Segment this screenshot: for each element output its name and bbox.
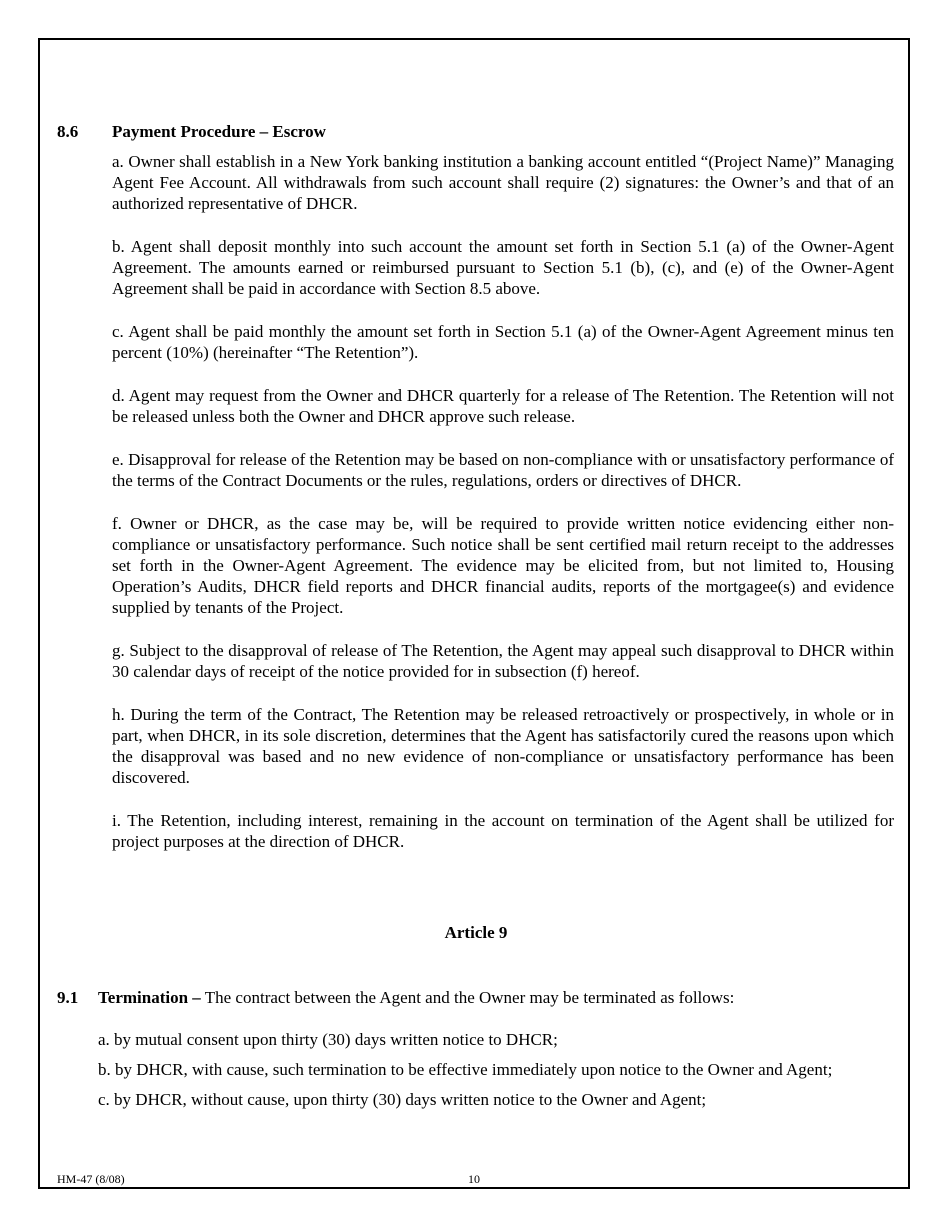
section-8-6-number: 8.6: [57, 122, 79, 141]
section-9-1-number: 9.1: [57, 988, 79, 1007]
termination-item-b: b. by DHCR, with cause, such termination to be effective immediately upon notice to the Owner and Agent;: [98, 1060, 833, 1079]
paragraph-8-6-f: f. Owner or DHCR, as the case may be, will be required to provide written notice evidencing either non-compliance or unsatisfactory performance. Such notice shall be sent certified mail return receipt to the addresses set forth in the Owner-Agent Agreement. The evidence may be elicited from, but not limited to, Housing Operation’s Audits, DHCR field reports and DHCR financial audits, reports of the mortgagee(s) and evidence supplied by tenants of the Project.: [112, 514, 894, 617]
paragraph-8-6-b: b. Agent shall deposit monthly into such account the amount set forth in Section 5.1 (a) of the Owner-Agent Agreement. The amounts earned or reimbursed pursuant to Section 5.1 (b), (c), and (e) of the Owner-Agent Agreement shall be paid in accordance with Section 8.5 above.: [112, 237, 894, 298]
paragraph-8-6-h: h. During the term of the Contract, The Retention may be released retroactively or prospectively, in whole or in part, when DHCR, in its sole discretion, determines that the Agent has satisfactorily cured the reasons upon which the disapproval was based and no new evidence of non-compliance or unsatisfactory performance has been discovered.: [112, 705, 894, 787]
paragraph-8-6-i: i. The Retention, including interest, remaining in the account on termination of the Agent shall be utilized for project purposes at the direction of DHCR.: [112, 811, 894, 851]
paragraph-8-6-a: a. Owner shall establish in a New York banking institution a banking account entitled “(Project Name)” Managing Agent Fee Account. All withdrawals from such account shall require (2) signatures: the Owner’s and that of an authorized representative of DHCR.: [112, 152, 894, 213]
termination-item-c: c. by DHCR, without cause, upon thirty (30) days written notice to the Owner and Agent;: [98, 1090, 707, 1109]
section-9-1-title: Termination –: [98, 988, 201, 1007]
section-9-1-intro: The contract between the Agent and the Owner may be terminated as follows:: [200, 988, 735, 1007]
footer-form-id: HM-47 (8/08): [57, 1172, 125, 1186]
section-9-1-items: [98, 1029, 894, 1110]
article-9-heading: Article 9: [444, 923, 508, 942]
section-8-6-title: Payment Procedure – Escrow: [112, 122, 326, 141]
section-8-6-body: [112, 151, 894, 852]
termination-item-a: a. by mutual consent upon thirty (30) days written notice to DHCR;: [98, 1030, 558, 1049]
paragraph-8-6-e: e. Disapproval for release of the Retention may be based on non-compliance with or unsatisfactory performance of the terms of the Contract Documents or the rules, regulations, orders or directives of DHCR.: [112, 450, 894, 490]
section-9-1-heading-line: [98, 987, 898, 1009]
paragraph-8-6-d: d. Agent may request from the Owner and DHCR quarterly for a release of The Retention. The Retention will not be released unless both the Owner and DHCR approve such release.: [112, 386, 894, 426]
footer-page-number: 10: [468, 1172, 480, 1186]
paragraph-8-6-c: c. Agent shall be paid monthly the amount set forth in Section 5.1 (a) of the Owner-Agent Agreement minus ten percent (10%) (hereinafter “The Retention”).: [112, 322, 894, 362]
paragraph-8-6-g: g. Subject to the disapproval of release of The Retention, the Agent may appeal such disapproval to DHCR within 30 calendar days of receipt of the notice provided for in subsection (f) hereof.: [112, 641, 894, 681]
